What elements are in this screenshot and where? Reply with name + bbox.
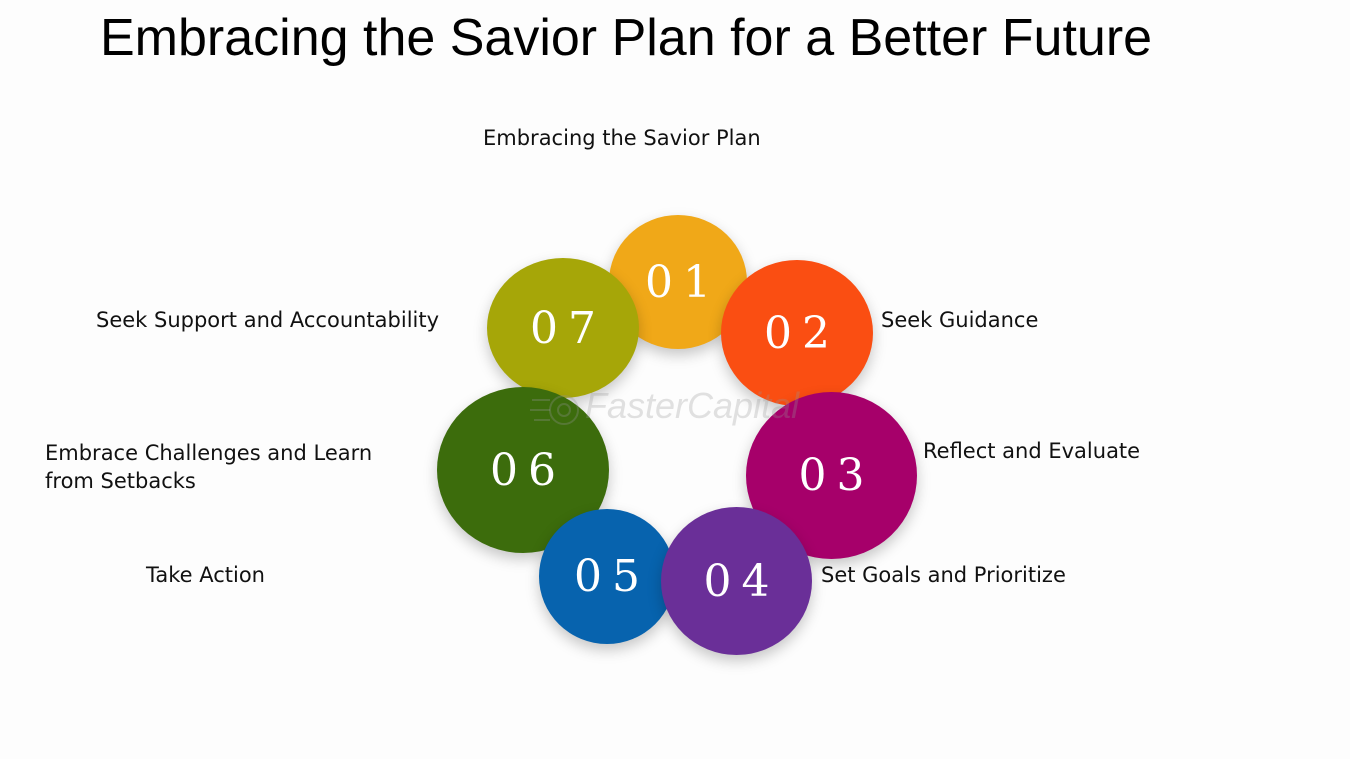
step-03-number: 03	[798, 450, 875, 501]
step-04-number: 04	[703, 555, 780, 607]
step-04-label: Set Goals and Prioritize	[821, 563, 1066, 587]
step-01-number: 01	[645, 256, 721, 308]
step-02-number: 02	[764, 307, 840, 359]
step-07-circle	[487, 258, 639, 398]
watermark-logo-icon	[530, 388, 586, 432]
center-heading: Embracing the Savior Plan	[483, 126, 761, 150]
step-07-label: Seek Support and Accountability	[96, 308, 440, 332]
step-06-label: Embrace Challenges and Learn from Setbacks	[45, 441, 373, 493]
watermark-text: FasterCapital	[585, 385, 800, 426]
step-03-label: Reflect and Evaluate	[923, 439, 1141, 463]
step-04-circle	[661, 507, 812, 655]
step-05-label: Take Action	[146, 563, 265, 587]
step-07-number: 07	[530, 302, 606, 354]
step-05-circle	[539, 509, 675, 644]
step-02-label: Seek Guidance	[881, 308, 1039, 332]
step-06-number: 06	[490, 444, 566, 496]
page-title: Embracing the Savior Plan for a Better Future	[100, 9, 1153, 67]
step-05-number: 05	[574, 551, 650, 602]
